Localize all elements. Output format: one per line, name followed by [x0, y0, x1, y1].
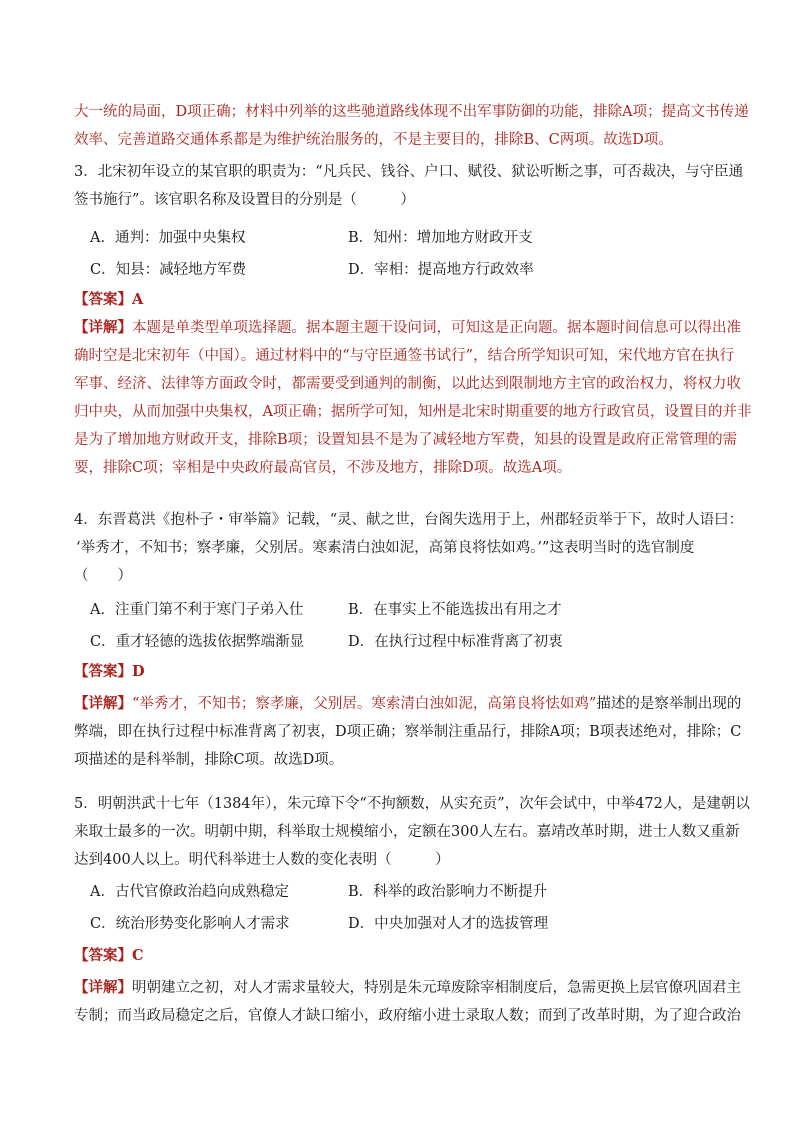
text-line: 确时空是北宋初年（中国）。通过材料中的“与守臣通签书试行”，结合所学知识可知，宋代地方官在执行 [74, 348, 735, 364]
text-line: ‘举秀才，不知书；察孝廉，父别居。寒素清白浊如泥，高第良将怯如鸡。’”这表明当时的选官制度 [76, 540, 695, 556]
quote-text: “举秀才，不知书；察孝廉，父别居。寒索清白浊如泥，高第良将怯如鸡” [132, 696, 597, 712]
q4-stem [74, 506, 744, 590]
q2-explanation-tail [74, 98, 749, 154]
option-d: D．中央加强对人才的选拔管理 [348, 916, 549, 932]
text-line: 大一统的局面，D项正确；材料中列举的这些驰道路线体现不出军事防御的功能，排除A项；提高文书传递 [74, 104, 749, 120]
option-b: B．知州：增加地方财政开支 [348, 230, 533, 246]
text-line: 描述的是察举制出现的 [596, 696, 742, 712]
text-line: 归中央，从而加强中央集权，A项正确；据所学可知，知州是北宋时期重要的地方行政官员，设置目的并非 [74, 404, 752, 420]
q5-stem [74, 790, 750, 874]
detail-label: 【详解】 [74, 319, 132, 336]
q4-answer: 【答案】D [74, 663, 145, 680]
text-line: 明朝建立之初，对人才需求量较大，特别是朱元璋废除宰相制度后，急需更换上层官僚巩固君主 [132, 980, 741, 996]
detail-label: 【详解】 [74, 695, 132, 712]
option-c: C．知县：减轻地方军费 [90, 262, 247, 278]
q5-detail [74, 974, 741, 1030]
text-line: 效率、完善道路交通体系都是为维护统治服务的，不是主要目的，排除B、C两项。故选D项。 [74, 132, 673, 148]
option-d: D．宰相：提高地方行政效率 [348, 262, 534, 278]
text-line: 本题是单类型单项选择题。据本题主题干设问词，可知这是正向题。据本题时间信息可以得出准 [132, 320, 741, 336]
text-line: 弊端，即在执行过程中标准背离了初衷，D项正确；察举制注重品行，排除A项；B项表述绝对，排除；C [74, 724, 742, 740]
option-b: B．在事实上不能选拔出有用之才 [348, 602, 562, 618]
text-line: 军事、经济、法律等方面政令时，都需要受到通判的制衡，以此达到限制地方主官的政治权力，将权力收 [74, 376, 741, 392]
q4-detail [74, 690, 742, 774]
q3-answer: 【答案】A [74, 291, 144, 308]
text-line: 达到400人以上。明代科举进士人数的变化表明（ ） [74, 852, 450, 868]
option-a: A．通判：加强中央集权 [90, 230, 246, 246]
text-line: （ ） [74, 568, 132, 584]
q3-detail [74, 314, 752, 482]
text-line: 是为了增加地方财政开支，排除B项；设置知县不是为了减轻地方军费，知县的设置是政府正常管理的需 [74, 432, 738, 448]
q5-answer: 【答案】C [74, 947, 144, 964]
q3-stem [74, 158, 744, 214]
text-line: 4．东晋葛洪《抱朴子・审举篇》记载，“灵、献之世，台阁失选用于上，州郡轻贡举于下，故时人语曰： [74, 512, 744, 528]
option-a: A．古代官僚政治趋向成熟稳定 [90, 884, 289, 900]
option-c: C．重才轻德的选拔依据弊端渐显 [90, 634, 305, 650]
option-b: B．科举的政治影响力不断提升 [348, 884, 548, 900]
option-c: C．统治形势变化影响人才需求 [90, 916, 290, 932]
detail-label: 【详解】 [74, 979, 132, 996]
text-line: 专制；而当政局稳定之后，官僚人才缺口缩小，政府缩小进士录取人数；而到了改革时期，为了迎合政治 [74, 1008, 741, 1024]
option-a: A．注重门第不利于寒门子弟入仕 [90, 602, 304, 618]
text-line: 项描述的是科举制，排除C项。故选D项。 [74, 752, 344, 768]
text-line: 来取士最多的一次。明朝中期，科举取士规模缩小，定额在300人左右。嘉靖改革时期，进士人数又重新 [74, 824, 740, 840]
text-line: 5．明朝洪武十七年（1384年），朱元璋下令“不拘额数，从实充贡”，次年会试中，中举472人，是建朝以 [74, 796, 750, 812]
option-d: D．在执行过程中标准背离了初衷 [348, 634, 563, 650]
text-line: 要，排除C项；宰相是中央政府最高官员，不涉及地方，排除D项。故选A项。 [74, 460, 572, 476]
text-line: 签书施行”。该官职名称及设置目的分别是（ ） [74, 192, 415, 208]
text-line: 3．北宋初年设立的某官职的职责为：“凡兵民、钱谷、户口、赋役、狱讼听断之事，可否裁决，与守臣通 [74, 164, 744, 180]
